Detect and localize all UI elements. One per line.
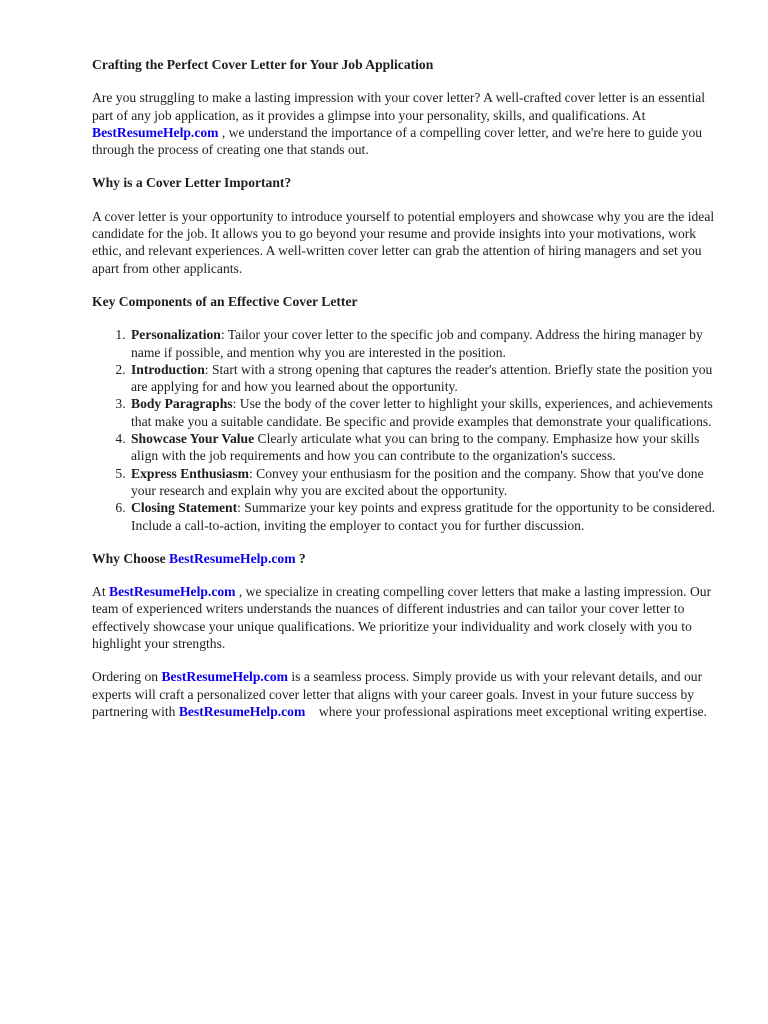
- why-important-paragraph: A cover letter is your opportunity to introduce yourself to potential employers and showcase why you are the ideal candidate for the job. It allows you to go beyond your resume and provide insights into your motivations, work ethic, and relevant experiences. A well-written cover letter can grab the attention of hiring managers and set you apart from other applicants.: [92, 208, 715, 276]
- why-choose-heading: [92, 550, 720, 567]
- component-term: Showcase Your Value: [131, 431, 255, 447]
- list-item-showcase-your-value: [129, 430, 720, 465]
- component-description: : Summarize your key points and express gratitude for the opportunity to be considered. Include a call-to-action, inviting the employer to contact you for further discussion.: [131, 500, 716, 533]
- why-choose-text-post: ?: [295, 550, 306, 566]
- ordering-text-post: where your professional aspirations meet exceptional writing expertise.: [305, 703, 707, 719]
- list-item-body-paragraphs: [129, 395, 720, 430]
- why-important-heading: Why is a Cover Letter Important?: [92, 175, 292, 191]
- choose-text-post: , we specialize in creating compelling cover letters that make a lasting impression. Our team of experienced writers understands the nuances of different industries and can tailor your cover letter to effectively showcase your unique qualifications. We prioritize your individuality and work closely with you to highlight your strengths.: [92, 584, 712, 652]
- list-item-introduction: [129, 361, 720, 396]
- component-term: Personalization: [131, 327, 221, 343]
- ordering-paragraph: [92, 668, 720, 720]
- link-bestresumehelp[interactable]: BestResumeHelp.com: [178, 703, 306, 719]
- component-term: Express Enthusiasm: [131, 465, 249, 481]
- component-term: Body Paragraphs: [131, 396, 233, 412]
- link-bestresumehelp[interactable]: BestResumeHelp.com: [92, 124, 219, 140]
- intro-text-pre: Are you struggling to make a lasting impression with your cover letter? A well-crafted cover letter is an essential part of any job application, as it provides a glimpse into your personality, skills, and qualifications. At: [92, 90, 706, 123]
- component-description: : Start with a strong opening that captures the reader's attention. Briefly state the position you are applying for and how you learned about the opportunity.: [131, 361, 713, 395]
- list-item-express-enthusiasm: [129, 465, 720, 500]
- choose-text-pre: At: [92, 584, 109, 600]
- link-bestresumehelp[interactable]: BestResumeHelp.com: [169, 550, 296, 566]
- component-description: : Convey your enthusiasm for the position and the company. Show that you've done your research and explain why you are excited about the opportunity.: [131, 465, 704, 498]
- list-item-personalization: [129, 326, 720, 361]
- document-title: Crafting the Perfect Cover Letter for Your Job Application: [92, 57, 434, 72]
- component-term: Closing Statement: [131, 500, 238, 516]
- component-description: : Tailor your cover letter to the specific job and company. Address the hiring manager by name if possible, and mention why you are interested in the position.: [131, 327, 703, 360]
- link-bestresumehelp[interactable]: BestResumeHelp.com: [109, 584, 236, 600]
- ordering-text-pre: Ordering on: [92, 669, 162, 685]
- intro-paragraph: [92, 89, 720, 158]
- why-choose-paragraph: [92, 583, 720, 652]
- key-components-list: [92, 326, 720, 534]
- component-description: Clearly articulate what you can bring to the company. Emphasize how your skills align with the job requirements and how you can contribute to the organization's success.: [131, 431, 700, 464]
- link-bestresumehelp[interactable]: BestResumeHelp.com: [161, 669, 288, 685]
- intro-text-post: , we understand the importance of a compelling cover letter, and we're here to guide you through the process of creating one that stands out.: [92, 124, 703, 158]
- list-item-closing-statement: [129, 499, 720, 534]
- component-description: : Use the body of the cover letter to highlight your skills, experiences, and achievements that make you a suitable candidate. Be specific and provide examples that demonstrate your qualifications.: [131, 396, 713, 429]
- key-components-heading: Key Components of an Effective Cover Letter: [92, 293, 358, 309]
- why-choose-text-pre: Why Choose: [92, 550, 170, 566]
- ordering-text-mid: is a seamless process. Simply provide us with your relevant details, and our experts will craft a personalized cover letter that aligns with your career goals. Invest in your future success by partnering with: [92, 669, 703, 719]
- component-term: Introduction: [131, 361, 205, 377]
